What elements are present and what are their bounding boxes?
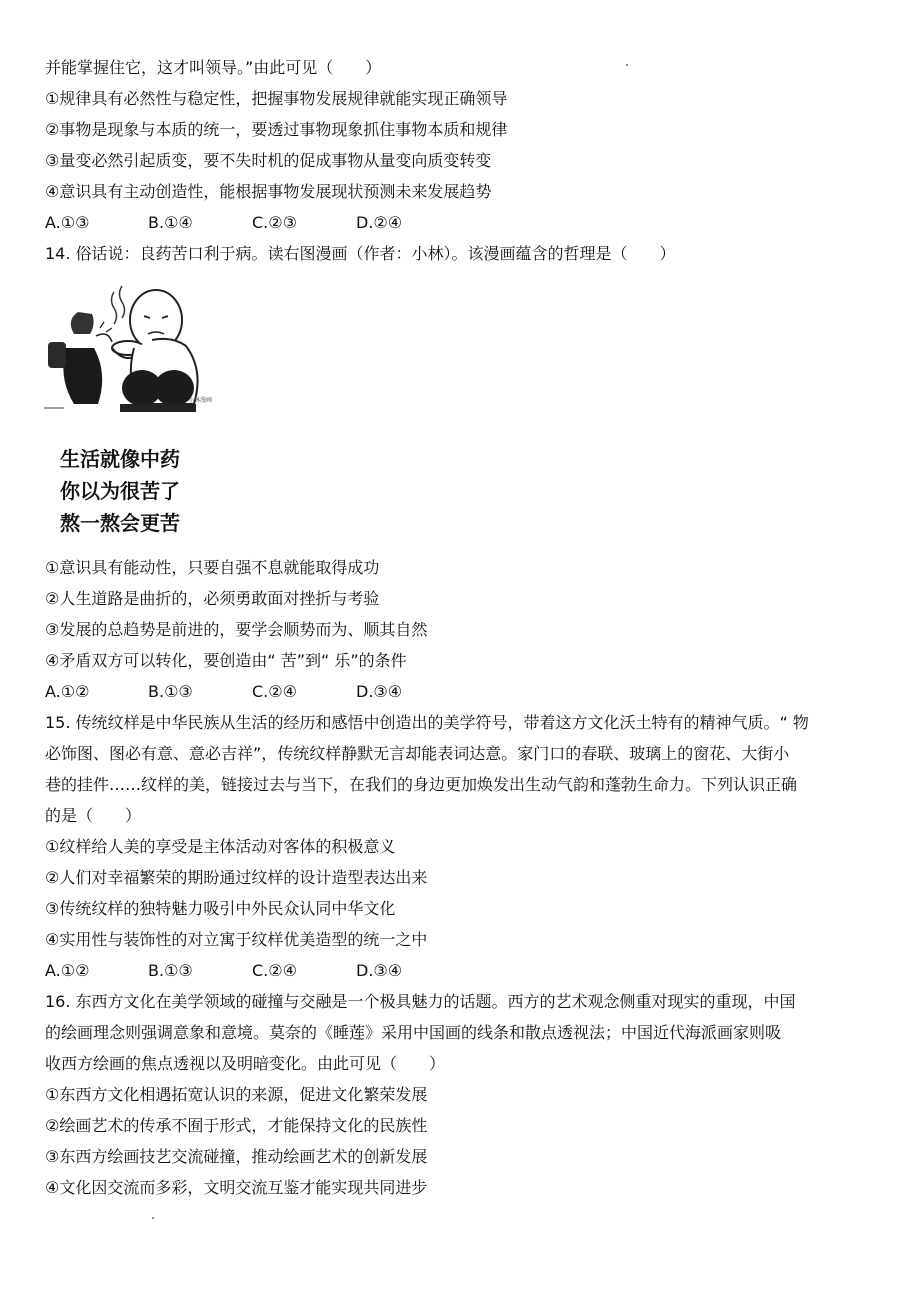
q15-option-a: A.①② <box>45 961 90 980</box>
q16-item-3: ③东西方绘画技艺交流碰撞，推动绘画艺术的创新发展 <box>45 1147 428 1166</box>
q13-option-d: D.②④ <box>356 213 403 232</box>
q15-item-1: ①纹样给人美的享受是主体活动对客体的积极意义 <box>45 837 396 856</box>
cartoon-caption-1: 生活就像中药 <box>60 447 180 471</box>
scan-speck <box>152 1217 154 1219</box>
q15-stem-line-2: 必饰图、图必有意、意必吉祥”，传统纹样静默无言却能表词达意。家门口的春联、玻璃上的窗花、大街小 <box>45 744 790 763</box>
q15-stem-line-1: 15. 传统纹样是中华民族从生活的经历和感悟中创造出的美学符号，带着这方文化沃土特有的精神气质。“ 物 <box>45 713 809 732</box>
q13-item-1: ①规律具有必然性与稳定性，把握事物发展规律就能实现正确领导 <box>45 89 508 108</box>
q14-option-d: D.③④ <box>356 682 403 701</box>
q14-item-3: ③发展的总趋势是前进的，要学会顺势而为、顺其自然 <box>45 620 428 639</box>
cartoon-caption-2: 你以为很苦了 <box>60 479 180 503</box>
q13-option-c: C.②③ <box>252 213 297 232</box>
q16-item-1: ①东西方文化相遇拓宽认识的来源，促进文化繁荣发展 <box>45 1085 428 1104</box>
q13-item-2: ②事物是现象与本质的统一，要透过事物现象抓住事物本质和规律 <box>45 120 508 139</box>
q15-item-4: ④实用性与装饰性的对立寓于纹样优美造型的统一之中 <box>45 930 428 949</box>
q13-stem-tail: 并能掌握住它，这才叫领导。”由此可见（ ） <box>45 58 382 77</box>
q15-option-d: D.③④ <box>356 961 403 980</box>
scan-speck <box>626 64 628 66</box>
q14-item-4: ④矛盾双方可以转化，要创造由“ 苦”到“ 乐”的条件 <box>45 651 407 670</box>
q14-option-a: A.①② <box>45 682 90 701</box>
q15-item-2: ②人们对幸福繁荣的期盼通过纹样的设计造型表达出来 <box>45 868 428 887</box>
q16-stem-line-3: 收西方绘画的焦点透视以及明暗变化。由此可见（ ） <box>45 1054 446 1073</box>
q13-item-3: ③量变必然引起质变，要不失时机的促成事物从量变向质变转变 <box>45 151 492 170</box>
q13-option-a: A.①③ <box>45 213 90 232</box>
q14-stem: 14. 俗话说：良药苦口利于病。读右图漫画（作者：小林）。该漫画蕴含的哲理是（ ） <box>45 244 676 263</box>
q15-option-c: C.②④ <box>252 961 297 980</box>
q14-option-b: B.①③ <box>148 682 193 701</box>
q15-stem-line-4: 的是（ ） <box>45 806 142 825</box>
q14-item-2: ②人生道路是曲折的，必须勇敢面对挫折与考验 <box>45 589 380 608</box>
q14-option-c: C.②④ <box>252 682 297 701</box>
q13-option-b: B.①④ <box>148 213 193 232</box>
q15-stem-line-3: 巷的挂件……纹样的美，链接过去与当下，在我们的身边更加焕发出生动气韵和蓬勃生命力。下列认识正确 <box>45 775 798 794</box>
q13-item-4: ④意识具有主动创造性，能根据事物发展现状预测未来发展趋势 <box>45 182 492 201</box>
cartoon-signature: 小林漫画 <box>188 397 213 404</box>
q16-stem-line-1: 16. 东西方文化在美学领域的碰撞与交融是一个极具魅力的话题。西方的艺术观念侧重对现实的重现，中国 <box>45 992 796 1011</box>
q14-cartoon-image <box>44 278 224 550</box>
cartoon-drawing <box>44 278 224 550</box>
q16-item-2: ②绘画艺术的传承不囿于形式，才能保持文化的民族性 <box>45 1116 428 1135</box>
cartoon-caption-3: 熬一熬会更苦 <box>60 511 180 535</box>
q16-item-4: ④文化因交流而多彩，文明交流互鉴才能实现共同进步 <box>45 1178 428 1197</box>
q15-option-b: B.①③ <box>148 961 193 980</box>
q14-item-1: ①意识具有能动性，只要自强不息就能取得成功 <box>45 558 380 577</box>
q15-item-3: ③传统纹样的独特魅力吸引中外民众认同中华文化 <box>45 899 396 918</box>
q16-stem-line-2: 的绘画理念则强调意象和意境。莫奈的《睡莲》采用中国画的线条和散点透视法；中国近代海派画家则吸 <box>45 1023 782 1042</box>
